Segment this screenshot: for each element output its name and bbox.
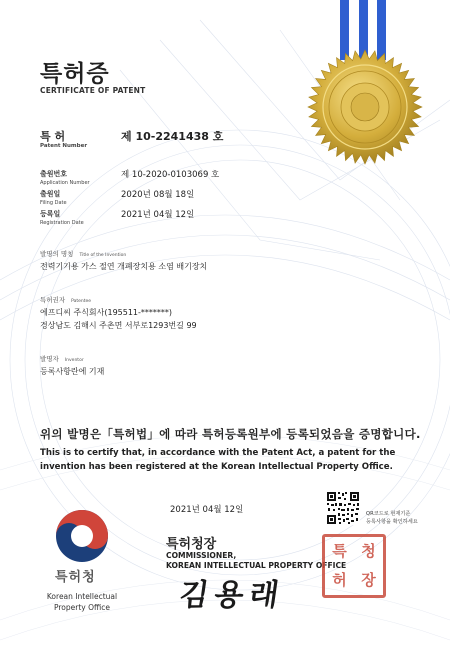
commissioner-title-en-line-1: COMMISSIONER, bbox=[166, 551, 237, 560]
certificate-subtitle: CERTIFICATE OF PATENT bbox=[40, 86, 146, 95]
patentee-name: 에프디씨 주식회사(195511-*******) bbox=[40, 308, 173, 317]
patent-number-value: 제 10-2241438 호 bbox=[121, 130, 224, 143]
application-number-value: 제 10-2020-0103069 호 bbox=[121, 170, 220, 180]
qr-code-caption-line-1: QR코드로 현재기준 bbox=[366, 511, 411, 517]
patentee-sublabel: Patentee bbox=[71, 299, 92, 304]
kipo-name-en-line-1: Korean Intellectual bbox=[46, 592, 118, 601]
patent-number-sublabel: Patent Number bbox=[40, 143, 88, 149]
commissioner-title-en-line-2: KOREAN INTELLECTUAL PROPERTY OFFICE bbox=[166, 561, 347, 570]
patentee-label-ko: 특허권자 bbox=[40, 296, 66, 304]
registration-date-value: 2021년 04월 12일 bbox=[121, 210, 195, 220]
filing-date-value: 2020년 08월 18일 bbox=[121, 190, 195, 200]
stamp-char: 허 bbox=[332, 571, 347, 589]
official-seal-stamp bbox=[322, 534, 386, 598]
invention-title-label bbox=[40, 249, 126, 258]
kipo-name-ko: 특허청 bbox=[55, 570, 96, 585]
commissioner-title-ko: 특허청장 bbox=[166, 537, 217, 552]
qr-code-icon[interactable] bbox=[326, 491, 360, 525]
stamp-char: 특 bbox=[332, 542, 347, 560]
patentee-address: 경상남도 김해시 주촌면 서부로1293번길 99 bbox=[40, 321, 197, 330]
stamp-char: 청 bbox=[361, 542, 376, 560]
registration-date-label: 등록일 bbox=[40, 210, 61, 218]
commissioner-signature: 김용래 bbox=[177, 578, 287, 613]
certification-statement-ko: 위의 발명은「특허법」에 따라 특허등록원부에 등록되었음을 증명합니다. bbox=[40, 427, 421, 441]
registration-date-sublabel: Registration Date bbox=[40, 220, 84, 226]
issue-date: 2021년 04월 12일 bbox=[170, 505, 244, 515]
invention-title-sublabel: Title of the Invention bbox=[79, 253, 127, 258]
patentee-label bbox=[40, 295, 91, 304]
filing-date-label: 출원일 bbox=[40, 190, 61, 198]
invention-title-label-ko: 발명의 명칭 bbox=[40, 250, 74, 258]
gold-seal-icon bbox=[306, 48, 424, 166]
inventor-label bbox=[40, 354, 84, 363]
official-seal-stamp-text bbox=[325, 537, 383, 595]
filing-date-sublabel: Filing Date bbox=[40, 200, 67, 206]
application-number-label: 출원번호 bbox=[40, 170, 68, 178]
inventor-value: 등록사항란에 기재 bbox=[40, 367, 105, 376]
qr-code-caption-line-2: 등록사항을 확인하세요 bbox=[366, 519, 418, 525]
kipo-name-en bbox=[34, 591, 130, 613]
certificate-title: 특허증 bbox=[40, 61, 110, 87]
kipo-logo-icon bbox=[52, 506, 112, 566]
inventor-sublabel: Inventor bbox=[64, 358, 84, 363]
qr-code-caption bbox=[366, 510, 418, 526]
patent-number-label: 특 허 bbox=[40, 130, 66, 143]
certification-statement-en: This is to certify that, in accordance with the Patent Act, a patent for the invention has been registered at the Korean Intellectual Property Office. bbox=[40, 448, 396, 472]
kipo-name-en-line-2: Property Office bbox=[53, 603, 110, 612]
application-number-sublabel: Application Number bbox=[40, 180, 90, 186]
stamp-char: 장 bbox=[361, 571, 376, 589]
commissioner-title-en bbox=[166, 551, 346, 571]
inventor-label-ko: 발명자 bbox=[40, 355, 59, 363]
invention-title-value: 전력기기용 가스 절연 개폐장치용 소염 배기장치 bbox=[40, 262, 208, 271]
